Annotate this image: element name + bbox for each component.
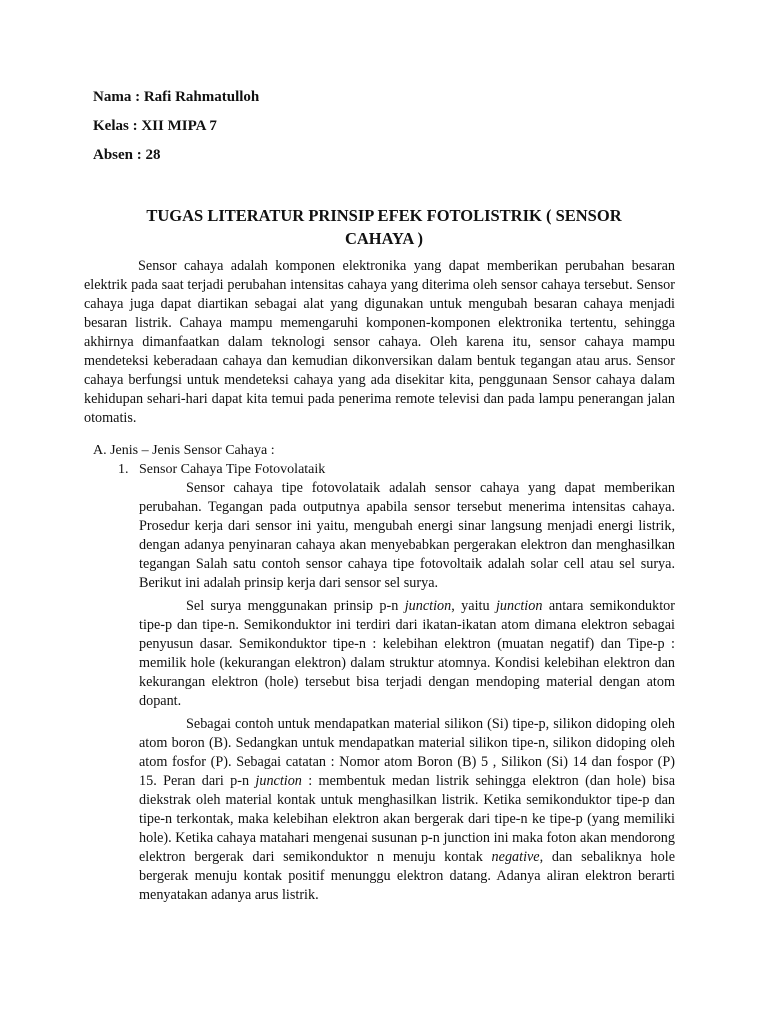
text-run: antara semikonduktor tipe-p dan tipe-n. Semikonduktor ini terdiri dari ikatan-ikatan atom dimana elektron sebagai penyusun dasar. Semikonduktor tipe-n : kelebihan elektron (muatan negatif) dan Tipe-p : memilik hole (kekurangan elektron) dalam struktur atomnya. Kondisi kelebihan elektron dan kekurangan elektron (hole) tersebut bisa terjadi dengan mendoping material dengan atom dopant. (139, 598, 675, 709)
text-run: : membentuk medan listrik sehingga elektron (dan hole) bisa diekstrak oleh material kontak untuk menghasilkan listrik. Ketika semikonduktor tipe-p dan tipe-n terkontak, maka kelebihan elektron akan bergerak dari tipe-n ke tipe-p (yang memiliki hole). Ketika cahaya matahari mengenai susunan p-n junction ini maka foton akan mendorong elektron bergerak dari semikonduktor n menuju kontak (139, 773, 675, 865)
student-class: Kelas : XII MIPA 7 (93, 118, 217, 134)
italic-term: junction (404, 598, 452, 614)
photovoltaic-paragraph-2 (139, 597, 675, 711)
list-item-label: Sensor Cahaya Tipe Fotovolataik (139, 462, 326, 477)
text-run: Sebagai contoh untuk mendapatkan material silikon (Si) tipe-p, silikon didoping oleh atom boron (B). Sedangkan untuk mendapatkan material silikon tipe-n, silikon didoping oleh atom fosfor (P). Sebagai catatan : Nomor atom Boron (B) 5 , Silikon (Si) 14 dan fospor (P) 15. Peran dari p-n (139, 716, 675, 789)
italic-term: negative (491, 849, 540, 865)
list-item-1 (118, 460, 325, 479)
section-a-heading: A. Jenis – Jenis Sensor Cahaya : (93, 443, 275, 458)
photovoltaic-paragraph-3 (139, 715, 675, 905)
document-title: TUGAS LITERATUR PRINSIP EFEK FOTOLISTRIK ( SENSOR CAHAYA ) (146, 206, 622, 248)
italic-term: junction (495, 598, 543, 614)
text-run: , dan sebaliknya hole bergerak menuju kontak positif menunggu elektron datang. Adanya aliran elektron berarti menyatakan adanya arus listrik. (139, 849, 675, 903)
text-run: , yaitu (451, 598, 496, 614)
student-name: Nama : Rafi Rahmatulloh (93, 89, 260, 105)
list-item-number: 1. (118, 462, 129, 477)
italic-term: junction (255, 773, 302, 789)
photovoltaic-paragraph-1: Sensor cahaya tipe fotovolataik adalah sensor cahaya yang dapat memberikan perubahan. Tegangan pada outputnya apabila sensor tersebut menerima intensitas cahaya. Prosedur kerja dari sensor ini yaitu, mengubah energi sinar langsung menjadi energi listrik, dengan adanya penyinaran cahaya akan menyebabkan pergerakan elektron dan menghasilkan tegangan Salah satu contoh sensor cahaya tipe fotovoltaik adalah solar cell atau sel surya. Berikut ini adalah prinsip kerja dari sensor sel surya. (139, 480, 675, 591)
text-run: Sel surya menggunakan prinsip p-n (186, 598, 405, 614)
student-attendance-number: Absen : 28 (93, 147, 161, 163)
intro-paragraph: Sensor cahaya adalah komponen elektronika yang dapat memberikan perubahan besaran elektrik pada saat terjadi perubahan intensitas cahaya yang diterima oleh sensor cahaya tersebut. Sensor cahaya juga dapat diartikan sebagai alat yang digunakan untuk mengubah besaran cahaya menjadi besaran listrik. Cahaya mampu memengaruhi komponen-komponen elektronika tertentu, sehingga akhirnya dimanfaatkan dalam teknologi sensor cahaya. Oleh karena itu, sensor cahaya mampu mendeteksi keberadaan cahaya dan kemudian dikonversikan dalam bentuk tegangan atau arus. Sensor cahaya berfungsi untuk mendeteksi cahaya yang ada disekitar kita, penggunaan Sensor cahaya dalam kehidupan sehari-hari dapat kita temui pada penerima remote televisi dan pada lampu penerangan jalan otomatis. (84, 258, 675, 426)
